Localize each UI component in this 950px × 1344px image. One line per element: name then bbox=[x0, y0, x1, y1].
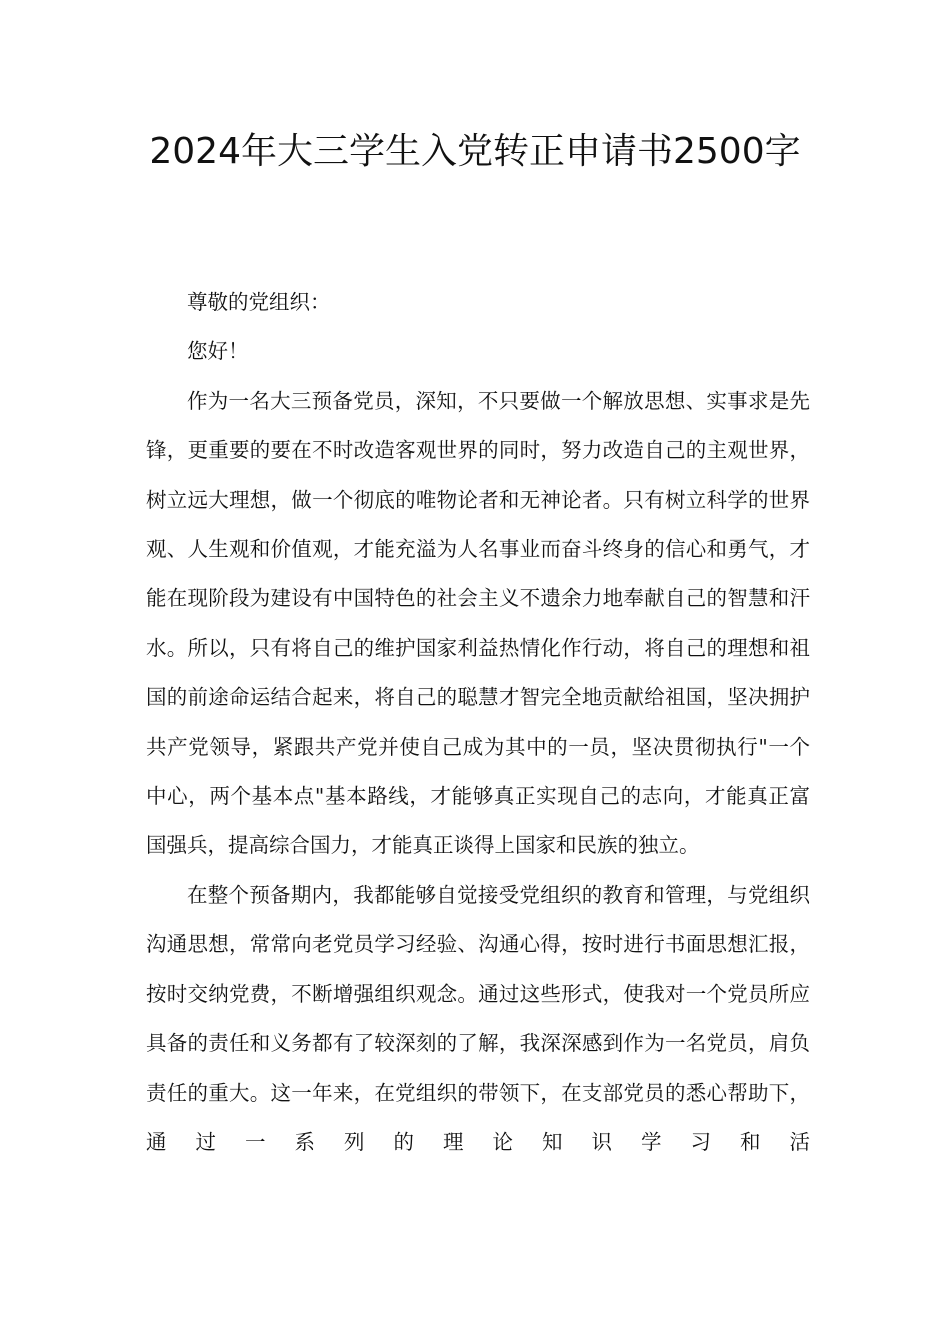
paragraph: 作为一名大三预备党员，深知，不只要做一个解放思想、实事求是先锋，更重要的要在不时改造客观世界的同时，努力改造自己的主观世界，树立远大理想，做一个彻底的唯物论者和无神论者。只有树立科学的世界观、人生观和价值观，才能充溢为人名事业而奋斗终身的信心和勇气，才能在现阶段为建设有中国特色的社会主义不遗余力地奉献自己的智慧和汗水。所以，只有将自己的维护国家利益热情化作行动，将自己的理想和祖国的前途命运结合起来，将自己的聪慧才智完全地贡献给祖国，坚决拥护共产党领导，紧跟共产党并使自己成为其中的一员，坚决贯彻执行"一个中心，两个基本点"基本路线，才能够真正实现自己的志向，才能真正富国强兵，提高综合国力，才能真正谈得上国家和民族的独立。 bbox=[146, 388, 810, 858]
salutation: 尊敬的党组织： bbox=[187, 290, 331, 314]
greeting: 您好！ bbox=[187, 339, 249, 364]
paragraph: 在整个预备期内，我都能够自觉接受党组织的教育和管理，与党组织沟通思想，常常向老党员学习经验、沟通心得，按时进行书面思想汇报，按时交纳党费，不断增强组织观念。通过这些形式，使我对一个党员所应具备的责任和义务都有了较深刻的了解，我深深感到作为一名党员，肩负责任的重大。这一年来，在党组织的带领下，在支部党员的悉心帮助下，通过一系列的理论知识学习和活 bbox=[146, 882, 810, 1154]
document-title: 2024年大三学生入党转正申请书2500字 bbox=[149, 131, 801, 172]
document-body bbox=[146, 278, 810, 1167]
